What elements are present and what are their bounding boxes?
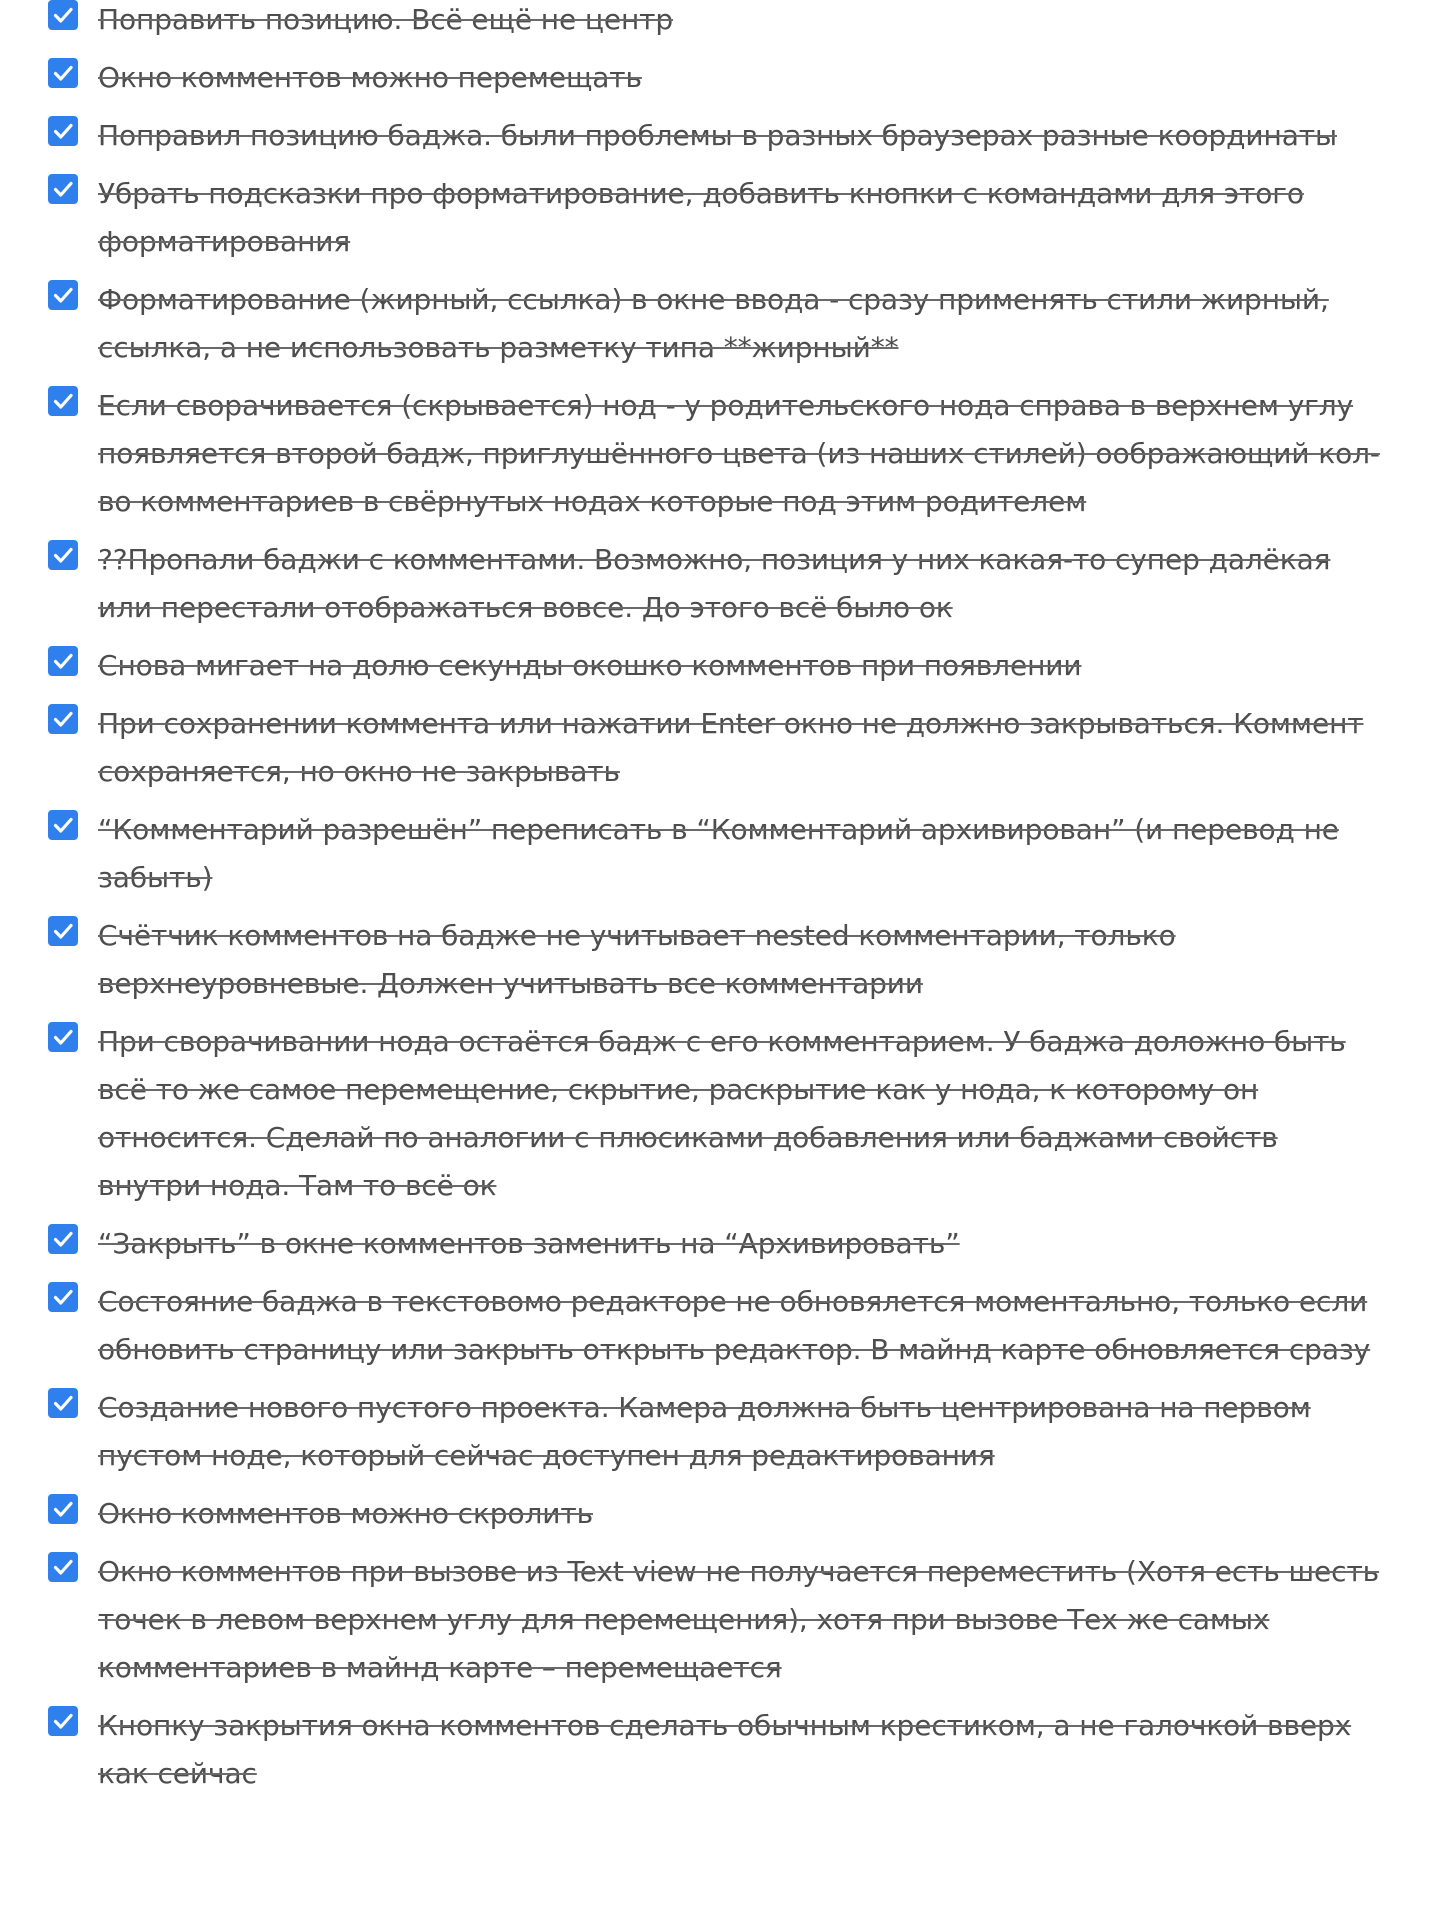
check-mark-icon <box>48 1282 78 1312</box>
todo-item-text-line: относится. Сделай по аналогии с плюсиками добавления или баджами свойств <box>98 1121 1278 1154</box>
todo-item-text[interactable] <box>98 1220 1456 1268</box>
todo-checkbox[interactable] <box>48 0 78 30</box>
todo-item-text-line: Счётчик комментов на бадже не учитывает nested комментарии, только <box>98 919 1176 952</box>
todo-item-text[interactable] <box>98 806 1456 902</box>
check-mark-icon <box>48 646 78 676</box>
todo-checkbox[interactable] <box>48 1706 78 1736</box>
todo-checkbox[interactable] <box>48 1388 78 1418</box>
todo-checkbox[interactable] <box>48 916 78 946</box>
check-mark-icon <box>48 916 78 946</box>
todo-checkbox[interactable] <box>48 1022 78 1052</box>
check-mark-icon <box>48 1224 78 1254</box>
todo-item-text-line: Если сворачивается (скрывается) нод - у родительского нода справа в верхнем углу <box>98 389 1354 422</box>
todo-checkbox[interactable] <box>48 1224 78 1254</box>
todo-item-text-line: забыть) <box>98 861 213 894</box>
todo-item-text-line: всё то же самое перемещение, скрытие, раскрытие как у нода, к которому он <box>98 1073 1259 1106</box>
todo-item-text[interactable] <box>98 170 1456 266</box>
check-mark-icon <box>48 386 78 416</box>
todo-item-text-line: внутри нода. Там то всё ок <box>98 1169 497 1202</box>
todo-checkbox[interactable] <box>48 810 78 840</box>
check-mark-icon <box>48 1022 78 1052</box>
todo-item-text-line: Окно комментов можно перемещать <box>98 61 642 94</box>
todo-item-text-line: Убрать подсказки про форматирование, добавить кнопки с командами для этого <box>98 177 1304 210</box>
check-mark-icon <box>48 1552 78 1582</box>
todo-item-text-line: как сейчас <box>98 1757 257 1790</box>
todo-item-text-line: форматирования <box>98 225 351 258</box>
todo-checkbox[interactable] <box>48 1282 78 1312</box>
todo-checkbox[interactable] <box>48 1552 78 1582</box>
check-mark-icon <box>48 280 78 310</box>
todo-item-text-line: Создание нового пустого проекта. Камера должна быть центрирована на первом <box>98 1391 1311 1424</box>
todo-item-text-line: обновить страницу или закрыть открыть редактор. В майнд карте обновляется сразу <box>98 1333 1371 1366</box>
todo-item-text[interactable] <box>98 912 1456 1008</box>
todo-item-text-line: комментариев в майнд карте – перемещается <box>98 1651 782 1684</box>
todo-item-text-line: При сворачивании нода остаётся бадж с его комментарием. У баджа доложно быть <box>98 1025 1346 1058</box>
todo-item-text-line: сохраняется, но окно не закрывать <box>98 755 620 788</box>
todo-item-text-line: Форматирование (жирный, ссылка) в окне ввода - сразу применять стили жирный, <box>98 283 1329 316</box>
todo-item-text-line: Кнопку закрытия окна комментов сделать обычным крестиком, а не галочкой вверх <box>98 1709 1352 1742</box>
todo-item-text[interactable] <box>98 0 1456 44</box>
todo-item-text[interactable] <box>98 54 1456 102</box>
todo-item-text[interactable] <box>98 112 1456 160</box>
todo-item-text[interactable] <box>98 642 1456 690</box>
todo-checkbox[interactable] <box>48 280 78 310</box>
todo-checkbox[interactable] <box>48 386 78 416</box>
check-mark-icon <box>48 1706 78 1736</box>
todo-item-text[interactable] <box>98 1702 1456 1798</box>
todo-item-text-line: Окно комментов можно скролить <box>98 1497 593 1530</box>
todo-item-text-line: пустом ноде, который сейчас доступен для редактирования <box>98 1439 995 1472</box>
todo-checkbox[interactable] <box>48 116 78 146</box>
check-mark-icon <box>48 0 78 30</box>
check-mark-icon <box>48 540 78 570</box>
todo-item-text[interactable] <box>98 1548 1456 1692</box>
todo-item-text-line: “Комментарий разрешён” переписать в “Комментарий архивирован” (и перевод не <box>98 813 1339 846</box>
todo-item-text-line: появляется второй бадж, приглушённого цвета (из наших стилей) оображающий кол- <box>98 437 1380 470</box>
todo-item-text[interactable] <box>98 536 1456 632</box>
todo-item-text-line: Поправить позицию. Всё ещё не центр <box>98 3 674 36</box>
check-mark-icon <box>48 810 78 840</box>
check-mark-icon <box>48 704 78 734</box>
check-mark-icon <box>48 174 78 204</box>
todo-item-text[interactable] <box>98 1384 1456 1480</box>
todo-checkbox[interactable] <box>48 174 78 204</box>
todo-item-text-line: Снова мигает на долю секунды окошко комментов при появлении <box>98 649 1082 682</box>
check-mark-icon <box>48 1388 78 1418</box>
todo-item-text-line: Окно комментов при вызове из Text view не получается переместить (Хотя есть шесть <box>98 1555 1380 1588</box>
todo-item-text-line: точек в левом верхнем углу для перемещения), хотя при вызове Тех же самых <box>98 1603 1270 1636</box>
todo-item-text[interactable] <box>98 700 1456 796</box>
todo-item-text-line: ??Пропали баджи с комментами. Возможно, позиция у них какая-то супер далёкая <box>98 543 1331 576</box>
todo-item-text-line: При сохранении коммента или нажатии Enter окно не должно закрываться. Коммент <box>98 707 1364 740</box>
todo-item-text[interactable] <box>98 1018 1456 1210</box>
todo-item-text-line: верхнеуровневые. Должен учитывать все комментарии <box>98 967 923 1000</box>
todo-item-text-line: Состояние баджа в текстовомо редакторе не обновялется моментально, только если <box>98 1285 1368 1318</box>
todo-item-text[interactable] <box>98 276 1456 372</box>
todo-item-text-line: Поправил позицию баджа. были проблемы в разных браузерах разные координаты <box>98 119 1337 152</box>
todo-item-text-line: “Закрыть” в окне комментов заменить на “Архивировать” <box>98 1227 960 1260</box>
check-mark-icon <box>48 58 78 88</box>
todo-item-text[interactable] <box>98 382 1456 526</box>
todo-checkbox[interactable] <box>48 704 78 734</box>
todo-item-text-line: или перестали отображаться вовсе. До этого всё было ок <box>98 591 953 624</box>
todo-item-text[interactable] <box>98 1490 1456 1538</box>
todo-item-text-line: во комментариев в свёрнутых нодах которые под этим родителем <box>98 485 1087 518</box>
check-mark-icon <box>48 116 78 146</box>
todo-item-text-line: ссылка, а не использовать разметку типа **жирный** <box>98 331 899 364</box>
check-mark-icon <box>48 1494 78 1524</box>
todo-checkbox[interactable] <box>48 646 78 676</box>
todo-checkbox[interactable] <box>48 540 78 570</box>
todo-checkbox[interactable] <box>48 58 78 88</box>
todo-item-text[interactable] <box>98 1278 1456 1374</box>
todo-checkbox[interactable] <box>48 1494 78 1524</box>
